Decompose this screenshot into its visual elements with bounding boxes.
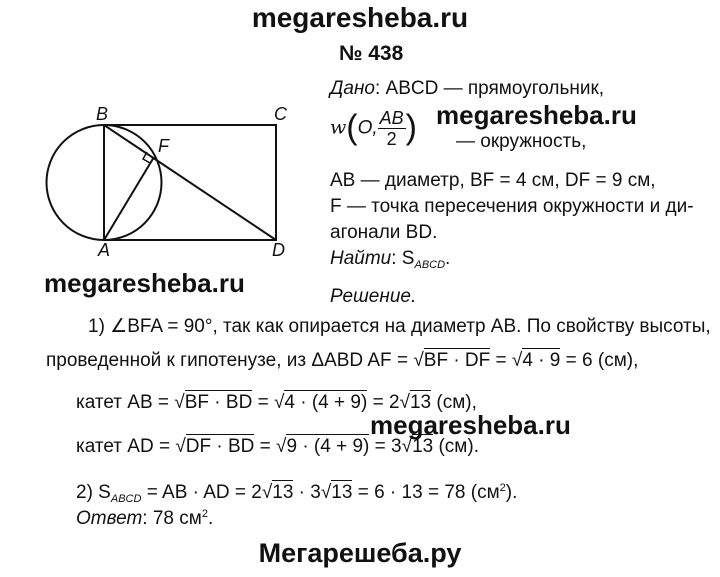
sqrt-bf-bd: BF · BD xyxy=(184,392,253,413)
sqrt-13-d: 13 xyxy=(331,482,353,503)
answer-line: Ответ: 78 $см^2$. xyxy=(76,508,214,529)
sqrt-bf-df: BF · DF xyxy=(423,350,491,371)
given-circle-tail: — окружность, xyxy=(456,131,587,152)
watermark-middle-2: megaresheba.ru xyxy=(44,268,245,298)
radius-fraction xyxy=(378,108,406,149)
find-subscript: ABCD xyxy=(414,259,446,271)
circle-symbol: w xyxy=(330,116,347,139)
solution-line-4: катет AD = √DF · BD = √9 · (4 + 9) = 3√13 (см). xyxy=(76,436,479,457)
given-line-5: агонали BD. xyxy=(330,222,438,243)
sqrt-13-c: 13 xyxy=(272,482,294,503)
given-text: : ABCD — прямоугольник, xyxy=(374,78,605,99)
solution-line-1: 1) ∠BFA = 90°, так как опирается на диаметр AB. По свойству высоты, xyxy=(88,316,711,337)
sqrt-df-bd: DF · BD xyxy=(185,436,255,457)
solution-line-5: 2) $S_{ABCD}$ = AB · AD = 2√13 · 3√13 = 6 · 13 = 78 $(см^2)$. xyxy=(76,482,518,505)
label-d: D xyxy=(272,240,285,260)
solution-line-2: проведенной к гипотенузе, из ΔABD AF = √BF · DF = √4 · 9 = 6 (см), xyxy=(46,350,639,371)
given-line-4: F — точка пересечения окружности и ди- xyxy=(330,196,694,217)
watermark-middle-3: megaresheba.ru xyxy=(370,410,571,440)
given-line-3: AB — диаметр, BF = 4 см, DF = 9 см, xyxy=(330,170,656,191)
watermark-top: megaresheba.ru xyxy=(251,2,469,33)
label-b: B xyxy=(96,104,109,124)
watermark-middle-1: megaresheba.ru xyxy=(436,100,637,130)
given-label: Дано xyxy=(330,78,375,99)
answer-label: Ответ xyxy=(76,508,143,529)
label-f: F xyxy=(158,136,169,156)
given-circle-line: w(O, $\frac{AB}{2}$ ) xyxy=(330,108,417,149)
find-label: Найти xyxy=(330,248,392,269)
sqrt-13-a: 13 xyxy=(409,392,432,413)
label-a: A xyxy=(98,240,111,260)
geometry-figure xyxy=(40,100,300,260)
sqrt-4-13: 4 · (4 + 9) xyxy=(284,392,368,413)
label-c: C xyxy=(274,104,287,124)
fraction-numerator: AB xyxy=(379,108,404,128)
fraction-denominator: 2 xyxy=(386,129,397,149)
solution-label: Решение. xyxy=(330,286,417,307)
circle-center: O, xyxy=(357,117,378,139)
diagonal-bd xyxy=(104,125,276,240)
find-tail: . xyxy=(445,248,451,269)
sqrt-9-13: 9 · (4 + 9) xyxy=(286,436,370,457)
right-angle-mark xyxy=(143,152,150,163)
segment-af xyxy=(104,157,154,240)
given-line-1 xyxy=(330,78,604,100)
problem-number: № 438 xyxy=(339,42,404,65)
sqrt-13-b: 13 xyxy=(412,436,434,457)
find-line xyxy=(330,248,450,271)
find-s: : S xyxy=(391,248,415,269)
watermark-bottom: Мегарешеба.ру xyxy=(258,538,462,568)
solution-line-3: катет AB = √BF · BD = √4 · (4 + 9) = 2√13 (см), xyxy=(76,392,477,413)
sqrt-4-9: 4 · 9 xyxy=(522,350,561,371)
